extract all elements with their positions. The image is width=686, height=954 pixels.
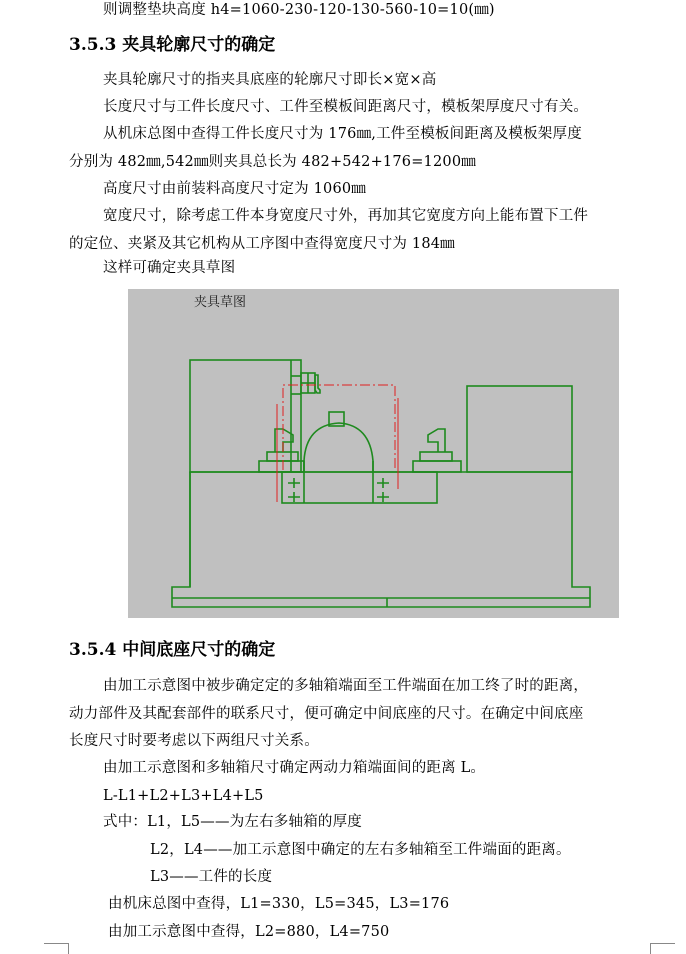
page-corner-mark-left: [44, 943, 69, 954]
section-heading-3-5-3: 3.5.3 夹具轮廓尺寸的确定: [69, 35, 276, 55]
paragraph-line: 长度尺寸时要考虑以下两组尺寸关系。: [69, 733, 319, 749]
fixture-drawing: [128, 289, 619, 618]
paragraph-line: L3——工件的长度: [150, 869, 273, 885]
paragraph-line: 由加工示意图中查得，L2=880，L4=750: [108, 924, 390, 940]
paragraph-line: 从机床总图中查得工件长度尺寸为 176㎜,工件至模板间距离及模板架厚度: [103, 126, 582, 142]
paragraph-line: L2，L4——加工示意图中确定的左右多轴箱至工件端面的距离。: [150, 842, 571, 858]
right-frame: [467, 386, 572, 472]
paragraph-line: 由机床总图中查得，L1=330，L5=345，L3=176: [108, 896, 450, 912]
paragraph-line: 长度尺寸与工件长度尺寸、工件至模板间距离尺寸，模板架厚度尺寸有关。: [103, 99, 589, 115]
workpiece-dome: [304, 423, 373, 472]
paragraph-line: 这样可确定夹具草图: [103, 260, 236, 276]
fixture-base: [172, 472, 590, 607]
left-mold-frame: [190, 360, 301, 472]
paragraph-line: 的定位、夹紧及其它机构从工序图中查得宽度尺寸为 184㎜: [69, 236, 455, 252]
paragraph-line: 由加工示意图和多轴箱尺寸确定两动力箱端面间的距离 L。: [103, 760, 486, 776]
paragraph-line: 动力部件及其配套部件的联系尺寸，便可确定中间底座的尺寸。在确定中间底座: [69, 706, 584, 722]
paragraph-line: 式中：L1，L5——为左右多轴箱的厚度: [103, 814, 363, 830]
workpiece-centerline: [283, 385, 395, 470]
paragraph-line: 高度尺寸由前装料高度尺寸定为 1060㎜: [103, 181, 367, 197]
formula-line: L-L1+L2+L3+L4+L5: [103, 788, 264, 804]
paragraph-line: 分别为 482㎜,542㎜则夹具总长为 482+542+176=1200㎜: [69, 154, 476, 170]
page-corner-mark-right: [650, 943, 675, 954]
paragraph-line: 夹具轮廓尺寸的指夹具底座的轮廓尺寸即长×宽×高: [103, 72, 437, 88]
fixture-sketch-figure: [128, 289, 619, 618]
formula-line-h4: 则调整垫块高度 h4=1060-230-120-130-560-10=10(㎜): [103, 2, 495, 18]
paragraph-line: 由加工示意图中被步确定定的多轴箱端面至工件端面在加工终了时的距离，: [103, 678, 589, 694]
paragraph-line: 宽度尺寸，除考虑工件本身宽度尺寸外，再加其它宽度方向上能布置下工件: [103, 208, 589, 224]
figure-title: 夹具草图: [194, 295, 247, 310]
section-heading-3-5-4: 3.5.4 中间底座尺寸的确定: [69, 640, 276, 660]
